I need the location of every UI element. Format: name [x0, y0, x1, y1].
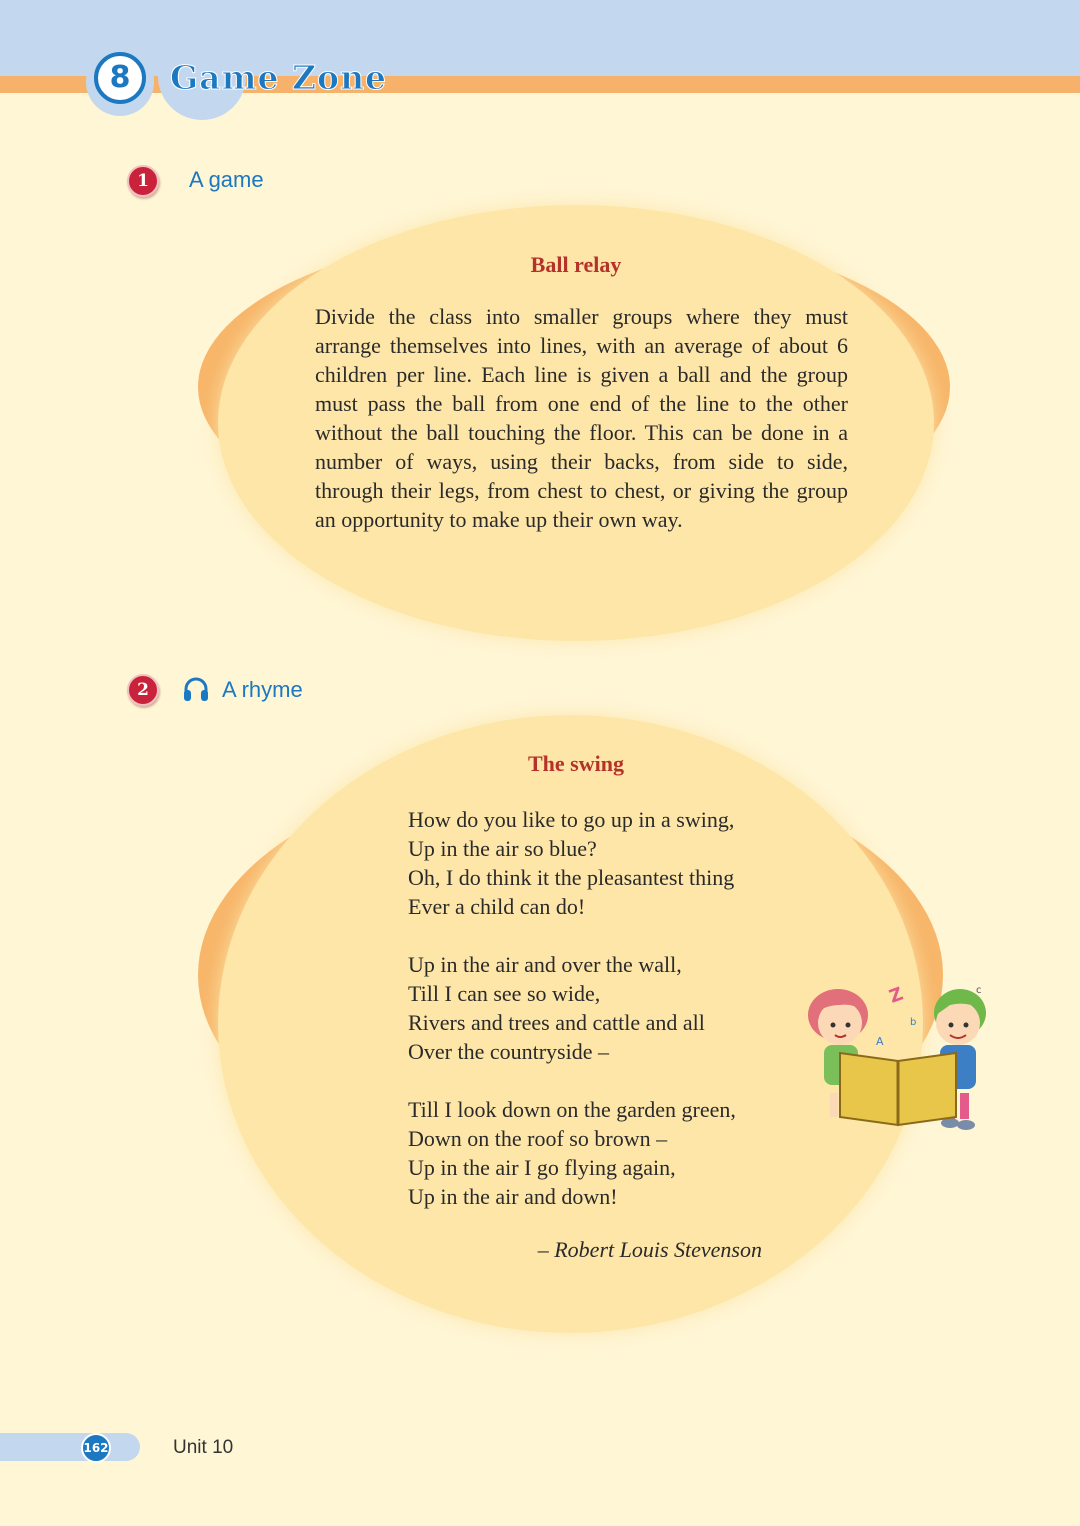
children-reading-illustration [800, 975, 995, 1140]
poem-line: Down on the roof so brown – [408, 1126, 668, 1151]
poem-line: Oh, I do think it the pleasantest thing [408, 865, 735, 890]
poem-line: Till I can see so wide, [408, 981, 601, 1006]
poem-line: Up in the air I go flying again, [408, 1155, 676, 1180]
exercise-2-title: A rhyme [222, 677, 303, 702]
poem-line: Ever a child can do! [408, 894, 586, 919]
svg-text:c: c [976, 985, 982, 996]
poem-author: – Robert Louis Stevenson [537, 1237, 762, 1262]
exercise-1-badge: 1 [127, 165, 159, 197]
page-number: 162 [81, 1433, 111, 1463]
unit-label: Unit 10 [173, 1437, 234, 1458]
poem-stanza-3 [408, 1095, 828, 1211]
exercise-1-title: A game [189, 167, 264, 192]
poem-line: How do you like to go up in a swing, [408, 807, 735, 832]
poem-line: Up in the air and over the wall, [408, 952, 682, 977]
headphones-icon[interactable] [181, 675, 211, 705]
poem-line: Up in the air and down! [408, 1184, 618, 1209]
game-instructions: Divide the class into smaller groups where they must arrange themselves into lines, with an average of about 6 children per line. Each line is given a ball and the group must pass the ball from one end of the line to the other without the ball touching the floor. This can be done in a number of ways, using their backs, from side to side, through their legs, from chest to chest, or giving the group an opportunity to make up their own way. [315, 304, 848, 532]
card-2-title: The swing [528, 751, 624, 776]
poem-line: Over the countryside – [408, 1039, 609, 1064]
svg-text:Z: Z [886, 983, 906, 1008]
svg-text:b: b [910, 1017, 917, 1028]
section-title: Game Zone [170, 58, 388, 97]
section-number: 8 [94, 52, 146, 104]
exercise-2-badge: 2 [127, 674, 159, 706]
card-1-title: Ball relay [530, 252, 622, 277]
poem [408, 805, 828, 1240]
poem-stanza-1 [408, 805, 828, 921]
footer-tab [0, 1433, 140, 1461]
poem-stanza-2 [408, 950, 828, 1066]
poem-line: Rivers and trees and cattle and all [408, 1010, 705, 1035]
svg-text:A: A [876, 1035, 884, 1048]
poem-line: Up in the air so blue? [408, 836, 597, 861]
poem-line: Till I look down on the garden green, [408, 1097, 736, 1122]
